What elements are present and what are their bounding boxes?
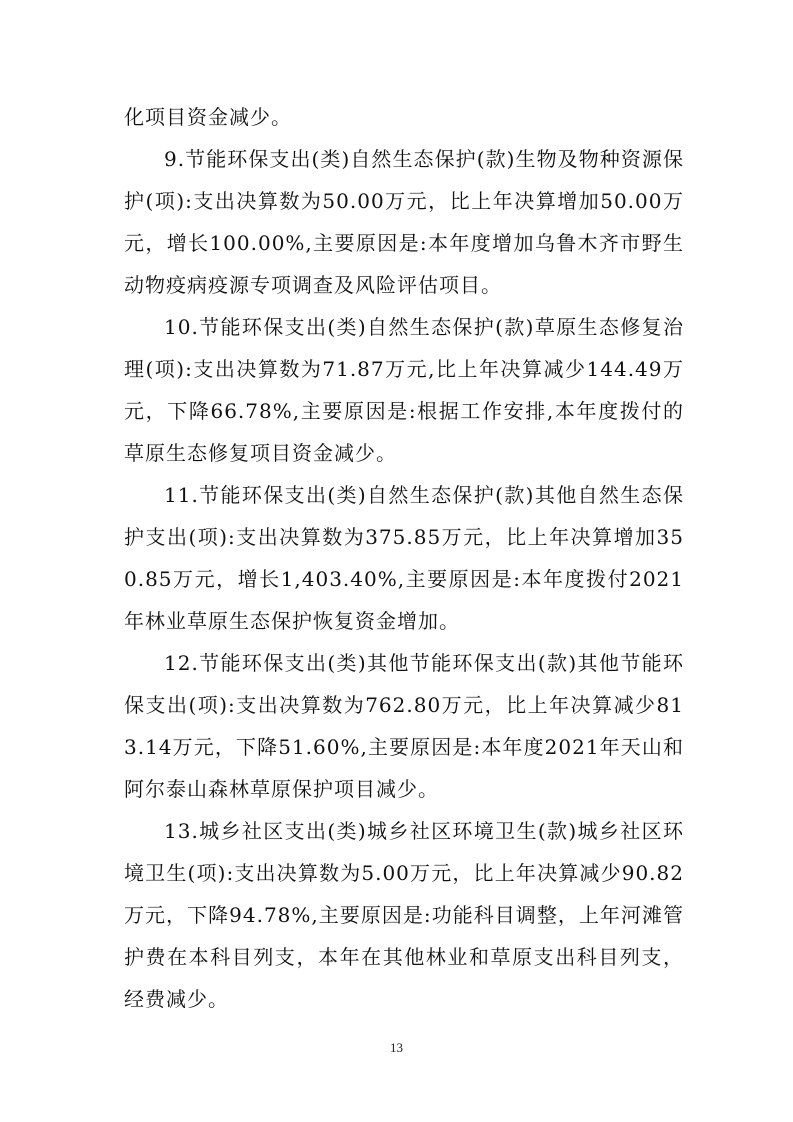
- paragraph-item-11: 11.节能环保支出(类)自然生态保护(款)其他自然生态保护支出(项):支出决算数为375.85万元，比上年决算增加350.85万元，增长1,403.40%,主要原因是:本年度拨付2021年林业草原生态保护恢复资金增加。: [124, 483, 684, 633]
- paragraph-item-12: 12.节能环保支出(类)其他节能环保支出(款)其他节能环保支出(项):支出决算数为762.80万元，比上年决算减少813.14万元，下降51.60%,主要原因是:本年度2021年天山和阿尔泰山森林草原保护项目减少。: [124, 651, 684, 801]
- page-number: 13: [390, 1040, 403, 1055]
- paragraph-continuation: 化项目资金减少。: [124, 105, 292, 129]
- document-body: [124, 96, 684, 1020]
- paragraph-item-10: 10.节能环保支出(类)自然生态保护(款)草原生态修复治理(项):支出决算数为71.87万元,比上年决算减少144.49万元，下降66.78%,主要原因是:根据工作安排,本年度拨付的草原生态修复项目资金减少。: [124, 315, 684, 465]
- paragraph-item-13: 13.城乡社区支出(类)城乡社区环境卫生(款)城乡社区环境卫生(项):支出决算数为5.00万元，比上年决算减少90.82万元，下降94.78%,主要原因是:功能科目调整，上年河滩管护费在本科目列支，本年在其他林业和草原支出科目列支，经费减少。: [124, 819, 684, 1011]
- paragraph-item-9: 9.节能环保支出(类)自然生态保护(款)生物及物种资源保护(项):支出决算数为50.00万元，比上年决算增加50.00万元，增长100.00%,主要原因是:本年度增加乌鲁木齐市野生动物疫病疫源专项调查及风险评估项目。: [124, 147, 684, 297]
